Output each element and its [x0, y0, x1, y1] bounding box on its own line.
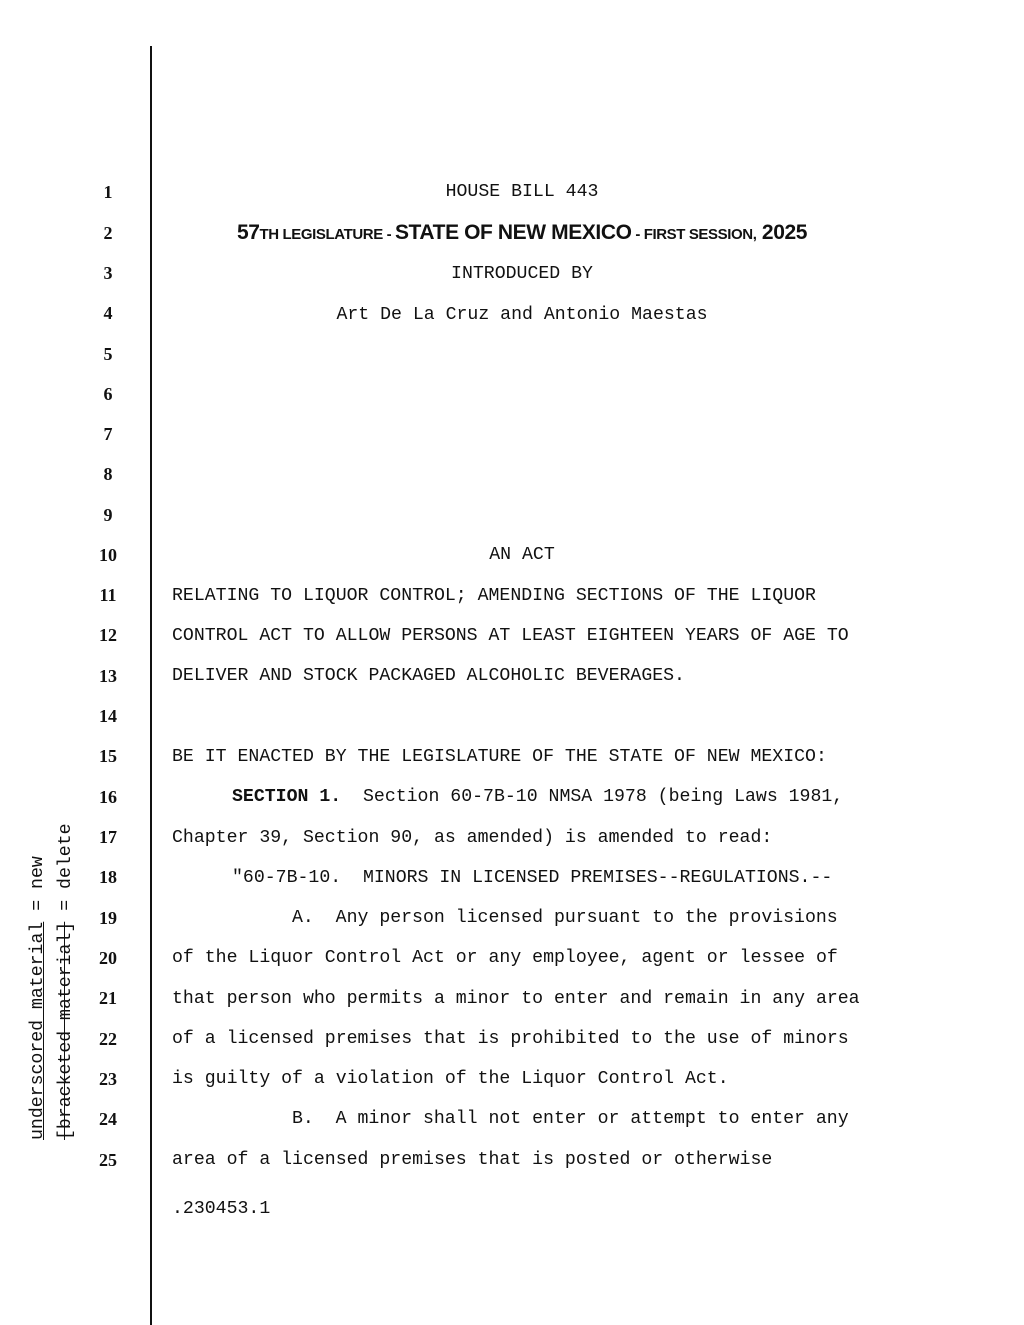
line-number: 22 [99, 1029, 117, 1049]
line-number: 8 [103, 464, 113, 484]
line-number: 7 [103, 424, 113, 444]
line-number: 5 [103, 344, 113, 364]
line-number: 11 [99, 585, 117, 605]
act-title: AN ACT [489, 545, 555, 565]
bill-title-line: RELATING TO LIQUOR CONTROL; AMENDING SECTIONS OF THE LIQUOR [172, 586, 816, 606]
bill-title-line: DELIVER AND STOCK PACKAGED ALCOHOLIC BEVERAGES. [172, 666, 685, 686]
subsection-b: B. A minor shall not enter or attempt to enter any [292, 1109, 849, 1129]
body-line: of a licensed premises that is prohibited to the use of minors [172, 1029, 849, 1049]
bill-number: HOUSE BILL 443 [445, 182, 599, 202]
legislature-label: TH LEGISLATURE [259, 226, 383, 243]
line-number: 1 [103, 182, 113, 202]
legend-delete [52, 810, 80, 1140]
line-number: 23 [99, 1069, 117, 1089]
line-number: 21 [99, 988, 117, 1008]
document-id: .230453.1 [172, 1199, 271, 1219]
line-number: 6 [103, 384, 113, 404]
body-line: of the Liquor Control Act or any employee, agent or lessee of [172, 948, 838, 968]
line-number: 3 [103, 263, 113, 283]
heading-separator: - [382, 226, 395, 243]
line-number: 24 [99, 1109, 117, 1129]
line-number: 14 [99, 706, 117, 726]
heading-separator: - [631, 226, 644, 243]
body-line: Chapter 39, Section 90, as amended) is amended to read: [172, 828, 773, 848]
section-text: Section 60-7B-10 NMSA 1978 (being Laws 1981, [341, 787, 844, 807]
legend-new [24, 810, 52, 1140]
introduced-by: INTRODUCED BY [451, 264, 593, 284]
line-number: 18 [99, 867, 117, 887]
section-label: SECTION 1. [232, 787, 342, 807]
line-number: 19 [99, 908, 117, 928]
line-number: 9 [103, 505, 113, 525]
body-line: is guilty of a violation of the Liquor Control Act. [172, 1069, 729, 1089]
legend-delete-text: = delete [56, 823, 76, 922]
subsection-a: A. Any person licensed pursuant to the provisions [292, 908, 838, 928]
session-label: FIRST SESSION, [643, 226, 757, 243]
line-number: 17 [99, 827, 117, 847]
legend-bracketed: [bracketed material] [56, 921, 76, 1140]
line-number: 10 [99, 545, 117, 565]
session-year: 2025 [756, 221, 808, 244]
line-number: 12 [99, 625, 117, 645]
enacting-clause: BE IT ENACTED BY THE LEGISLATURE OF THE STATE OF NEW MEXICO: [172, 747, 827, 767]
section-line [232, 787, 843, 807]
legislature-number: 57 [236, 221, 260, 244]
state-name: STATE OF NEW MEXICO [394, 221, 632, 244]
legend-underscored: underscored material [28, 921, 48, 1140]
line-number: 20 [99, 948, 117, 968]
body-line: area of a licensed premises that is posted or otherwise [172, 1150, 773, 1170]
line-number: 4 [103, 303, 113, 323]
legend-new-text: = new [28, 856, 48, 922]
line-number: 13 [99, 666, 117, 686]
legislature-heading [150, 223, 894, 245]
line-number: 25 [99, 1150, 117, 1170]
line-number: 2 [103, 223, 113, 243]
line-number: 16 [99, 787, 117, 807]
markup-legend [24, 810, 84, 1140]
body-line: that person who permits a minor to enter and remain in any area [172, 989, 860, 1009]
section-heading: "60-7B-10. MINORS IN LICENSED PREMISES--REGULATIONS.-- [232, 868, 833, 888]
line-number: 15 [99, 746, 117, 766]
bill-title-line: CONTROL ACT TO ALLOW PERSONS AT LEAST EIGHTEEN YEARS OF AGE TO [172, 626, 849, 646]
sponsors: Art De La Cruz and Antonio Maestas [336, 305, 708, 325]
